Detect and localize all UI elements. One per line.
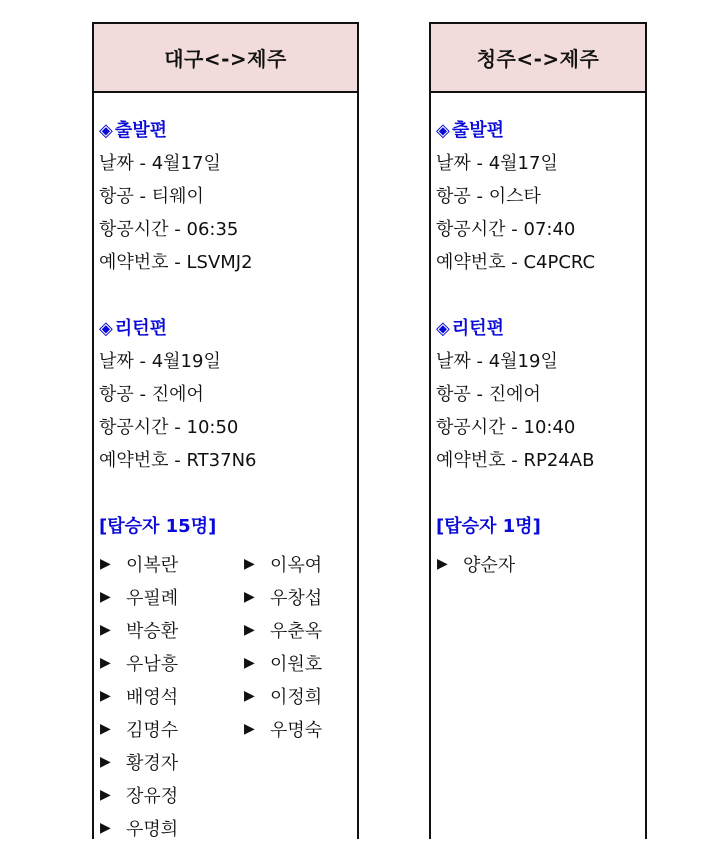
return-section-title: ◈ 리턴편 bbox=[99, 318, 168, 339]
itinerary-card-daegu-jeju bbox=[92, 22, 359, 839]
diamond-icon: ◈ bbox=[436, 318, 450, 339]
departure-date: 날짜 - 4월17일 bbox=[99, 153, 221, 174]
departure-time: 항공시간 - 07:40 bbox=[436, 219, 576, 240]
diamond-icon: ◈ bbox=[99, 318, 113, 339]
triangle-icon: ▶ bbox=[100, 654, 111, 671]
itinerary-card-cheongju-jeju bbox=[429, 22, 647, 839]
triangle-icon: ▶ bbox=[244, 654, 255, 671]
passenger-item: ▶ 이정희 bbox=[244, 686, 323, 708]
return-airline: 항공 - 진에어 bbox=[99, 384, 204, 405]
passenger-item: ▶ 장유정 bbox=[100, 785, 179, 807]
departure-airline: 항공 - 이스타 bbox=[436, 186, 541, 207]
triangle-icon: ▶ bbox=[244, 621, 255, 638]
passenger-item: ▶ 양순자 bbox=[437, 554, 516, 576]
return-time: 항공시간 - 10:40 bbox=[436, 417, 576, 438]
triangle-icon: ▶ bbox=[100, 687, 111, 704]
card-header: 청주<->제주 bbox=[431, 24, 645, 93]
triangle-icon: ▶ bbox=[100, 753, 111, 770]
diamond-icon: ◈ bbox=[436, 120, 450, 141]
triangle-icon: ▶ bbox=[100, 588, 111, 605]
departure-section-title: ◈ 출발편 bbox=[436, 120, 505, 141]
diamond-icon: ◈ bbox=[99, 120, 113, 141]
passenger-item: ▶ 우필례 bbox=[100, 587, 179, 609]
passenger-item: ▶ 배영석 bbox=[100, 686, 179, 708]
card-body bbox=[94, 93, 357, 844]
passenger-count-title: [탑승자 1명] bbox=[436, 516, 541, 537]
triangle-icon: ▶ bbox=[244, 555, 255, 572]
triangle-icon: ▶ bbox=[244, 720, 255, 737]
return-section-title: ◈ 리턴편 bbox=[436, 318, 505, 339]
passenger-item: ▶ 우춘옥 bbox=[244, 620, 323, 642]
card-body bbox=[431, 93, 645, 580]
passenger-list bbox=[99, 547, 357, 844]
departure-time: 항공시간 - 06:35 bbox=[99, 219, 239, 240]
departure-booking: 예약번호 - C4PCRC bbox=[436, 252, 596, 273]
return-date: 날짜 - 4월19일 bbox=[99, 351, 221, 372]
departure-date: 날짜 - 4월17일 bbox=[436, 153, 558, 174]
return-date: 날짜 - 4월19일 bbox=[436, 351, 558, 372]
passenger-item: ▶ 우창섭 bbox=[244, 587, 323, 609]
return-airline: 항공 - 진에어 bbox=[436, 384, 541, 405]
passenger-item: ▶ 우남흥 bbox=[100, 653, 179, 675]
passenger-item: ▶ 박승환 bbox=[100, 620, 179, 642]
triangle-icon: ▶ bbox=[100, 819, 111, 836]
passenger-item: ▶ 이복란 bbox=[100, 554, 179, 576]
departure-booking: 예약번호 - LSVMJ2 bbox=[99, 252, 253, 273]
passenger-item: ▶ 우명숙 bbox=[244, 719, 323, 741]
departure-airline: 항공 - 티웨이 bbox=[99, 186, 204, 207]
triangle-icon: ▶ bbox=[100, 621, 111, 638]
passenger-item: ▶ 이원호 bbox=[244, 653, 323, 675]
passenger-item: ▶ 우명희 bbox=[100, 818, 179, 840]
triangle-icon: ▶ bbox=[100, 720, 111, 737]
triangle-icon: ▶ bbox=[100, 786, 111, 803]
triangle-icon: ▶ bbox=[244, 687, 255, 704]
triangle-icon: ▶ bbox=[100, 555, 111, 572]
triangle-icon: ▶ bbox=[437, 555, 448, 572]
passenger-item: ▶ 황경자 bbox=[100, 752, 179, 774]
return-time: 항공시간 - 10:50 bbox=[99, 417, 239, 438]
passenger-item: ▶ 김명수 bbox=[100, 719, 179, 741]
passenger-item: ▶ 이옥여 bbox=[244, 554, 323, 576]
passenger-count-title: [탑승자 15명] bbox=[99, 516, 217, 537]
card-header: 대구<->제주 bbox=[94, 24, 357, 93]
return-booking: 예약번호 - RP24AB bbox=[436, 450, 595, 471]
triangle-icon: ▶ bbox=[244, 588, 255, 605]
departure-section-title: ◈ 출발편 bbox=[99, 120, 168, 141]
return-booking: 예약번호 - RT37N6 bbox=[99, 450, 257, 471]
